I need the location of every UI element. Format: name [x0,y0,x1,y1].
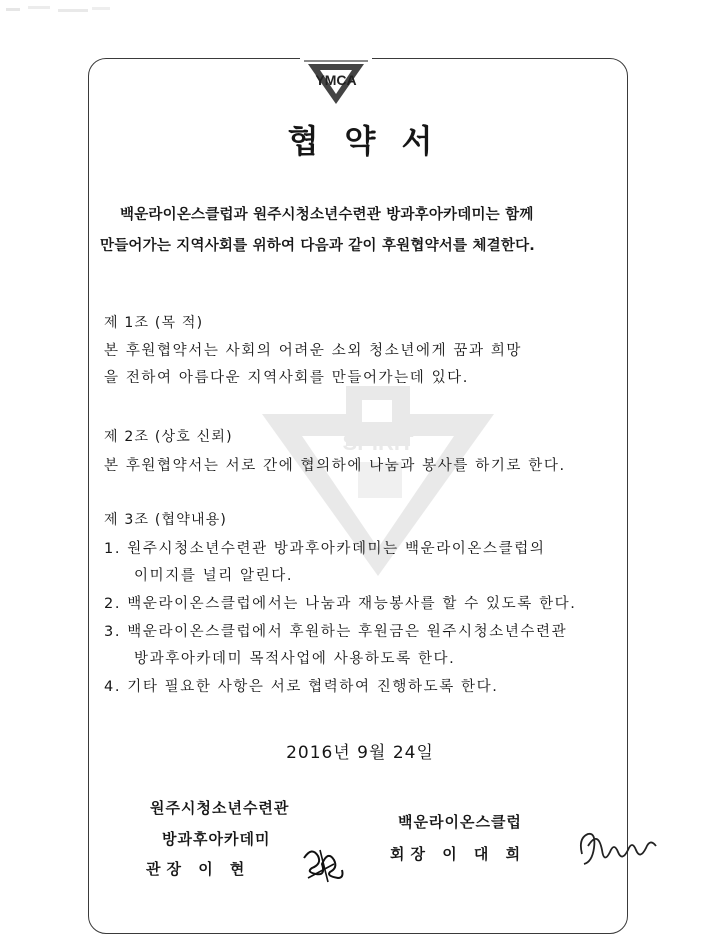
article-1-heading: 제 1조 (목 적) [104,315,204,331]
left-party-representative: 관장 이 현 [146,860,251,878]
intro-line-1: 백운라이온스클럽과 원주시청소년수련관 방과후아카데미는 함께 [120,207,534,223]
article-1-line-2: 을 전하여 아름다운 지역사회를 만들어가는데 있다. [104,370,469,386]
article-3-item-3-cont: 방과후아카데미 목적사업에 사용하도록 한다. [134,651,456,667]
scan-artifact [0,0,120,30]
article-2-heading: 제 2조 (상호 신뢰) [104,429,233,445]
watermark-text: SPIRIT [342,430,414,455]
right-party-representative: 회장 이 대 희 [390,845,527,863]
ymca-logo-text: YMCA [315,72,357,88]
right-signature [574,824,664,872]
document-title: 협약서 [287,122,459,160]
article-3-item-4: 4. 기타 필요한 사항은 서로 협력하여 진행하도록 한다. [104,679,499,695]
article-2-line-1: 본 후원협약서는 서로 간에 협의하에 나눔과 봉사를 하기로 한다. [104,458,566,474]
ymca-logo [300,52,372,108]
article-3-item-1: 1. 원주시청소년수련관 방과후아카데미는 백운라이온스클럽의 [104,541,546,557]
left-party-org: 원주시청소년수련관 [150,799,290,817]
article-3-item-2: 2. 백운라이온스클럽에서는 나눔과 재능봉사를 할 수 있도록 한다. [104,596,577,612]
left-party-suborg: 방과후아카데미 [162,830,271,848]
intro-line-2: 만들어가는 지역사회를 위하여 다음과 같이 후원협약서를 체결한다. [100,238,535,254]
right-party-org: 백운라이온스클럽 [398,813,522,831]
article-3-item-1-cont: 이미지를 널리 알린다. [134,568,294,584]
article-3-heading: 제 3조 (협약내용) [104,512,228,528]
left-signature [298,842,348,884]
article-1-line-1: 본 후원협약서는 사회의 어려운 소외 청소년에게 꿈과 희망 [104,343,523,359]
agreement-date: 2016년 9월 24일 [286,743,434,763]
article-3-item-3: 3. 백운라이온스클럽에서 후원하는 후원금은 원주시청소년수련관 [104,624,568,640]
